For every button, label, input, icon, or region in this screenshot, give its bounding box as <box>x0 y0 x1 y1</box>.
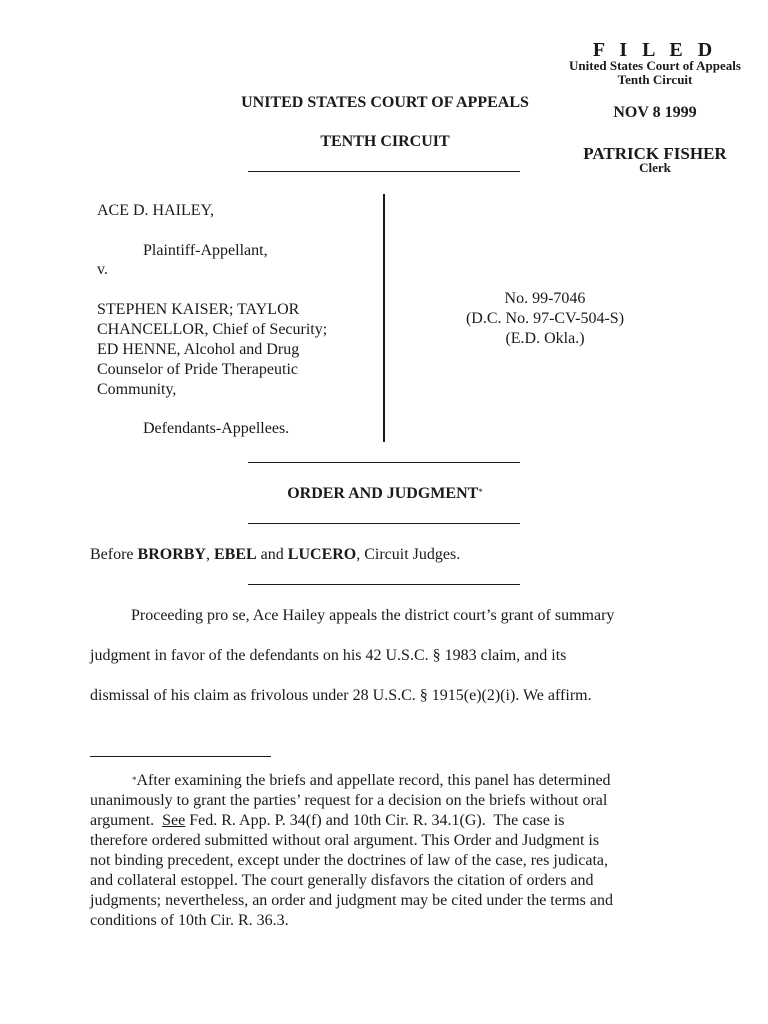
judges-prefix: Before <box>90 546 138 563</box>
body-paragraph-line: dismissal of his claim as frivolous under 28 U.S.C. § 1915(e)(2)(i). We affirm. <box>90 687 592 704</box>
filed-date: NOV 8 1999 <box>613 104 697 121</box>
footnote-line: judgments; nevertheless, an order and judgment may be cited under the terms and <box>90 892 613 909</box>
footnote-text: argument. <box>90 812 163 829</box>
body-paragraph-line: judgment in favor of the defendants on his 42 U.S.C. § 1983 claim, and its <box>90 647 567 664</box>
footnote-line: therefore ordered submitted without oral argument. This Order and Judgment is <box>90 832 600 849</box>
see-citation-signal: See <box>162 812 186 829</box>
judges-line <box>90 545 690 565</box>
footnote-line: not binding precedent, except under the doctrines of law of the case, res judicata, <box>90 852 609 869</box>
order-footnote-marker: * <box>478 487 483 497</box>
judge-lucero: LUCERO <box>287 546 357 563</box>
footnote-line: and collateral estoppel. The court generally disfavors the citation of orders and <box>90 872 594 889</box>
clerk-title: Clerk <box>639 160 671 175</box>
defendants-line: STEPHEN KAISER; TAYLOR <box>97 301 300 318</box>
clerk-name: PATRICK FISHER <box>583 144 727 163</box>
versus: v. <box>97 261 108 278</box>
defendants-line: CHANCELLOR, Chief of Security; <box>97 321 328 338</box>
case-number: No. 99-7046 <box>504 290 586 307</box>
body-paragraph-line: Proceeding pro se, Ace Hailey appeals the district court’s grant of summary <box>131 607 615 624</box>
plaintiff-name: ACE D. HAILEY, <box>97 202 215 219</box>
caption-divider <box>383 194 385 442</box>
defendants-line: ED HENNE, Alcohol and Drug <box>97 341 300 358</box>
filed-stamp-title: F I L E D <box>592 39 718 61</box>
defendants-block <box>97 300 377 400</box>
order-title <box>200 484 570 504</box>
title-rule <box>248 523 520 524</box>
caption-rule <box>248 462 520 463</box>
judge-brorby: BRORBY <box>137 546 206 563</box>
judges-sep: , <box>205 546 214 563</box>
district-case-number: (D.C. No. 97-CV-504-S) <box>465 310 625 327</box>
order-title-text: ORDER AND JUDGMENT <box>287 485 479 502</box>
defendants-line: Community, <box>97 381 177 398</box>
circuit-name: TENTH CIRCUIT <box>320 133 450 150</box>
filed-stamp-court: United States Court of Appeals <box>569 58 741 73</box>
footnote-line: unanimously to grant the parties’ request for a decision on the briefs without oral <box>90 792 608 809</box>
court-name: UNITED STATES COURT OF APPEALS <box>241 94 529 111</box>
footnote-text: Fed. R. App. P. 34(f) and 10th Cir. R. 34.1(G). The case is <box>185 812 565 829</box>
footnote-line <box>90 811 680 831</box>
footnote-rule <box>90 756 271 757</box>
defendants-role: Defendants-Appellees. <box>143 420 290 437</box>
defendants-line: Counselor of Pride Therapeutic <box>97 361 298 378</box>
judges-sep: and <box>256 546 288 563</box>
filed-stamp-circuit: Tenth Circuit <box>617 72 693 87</box>
district-court: (E.D. Okla.) <box>505 330 585 347</box>
heading-rule <box>248 171 520 172</box>
footnote-line: conditions of 10th Cir. R. 36.3. <box>90 912 289 929</box>
case-number-block <box>405 289 685 349</box>
footnote-marker: * <box>132 775 137 785</box>
judges-rule <box>248 584 520 585</box>
footnote <box>90 771 680 931</box>
judges-suffix: , Circuit Judges. <box>356 546 461 563</box>
plaintiff-role: Plaintiff-Appellant, <box>143 242 268 259</box>
judge-ebel: EBEL <box>213 546 257 563</box>
footnote-text: After examining the briefs and appellate record, this panel has determined <box>136 772 611 789</box>
footnote-line <box>90 771 680 791</box>
